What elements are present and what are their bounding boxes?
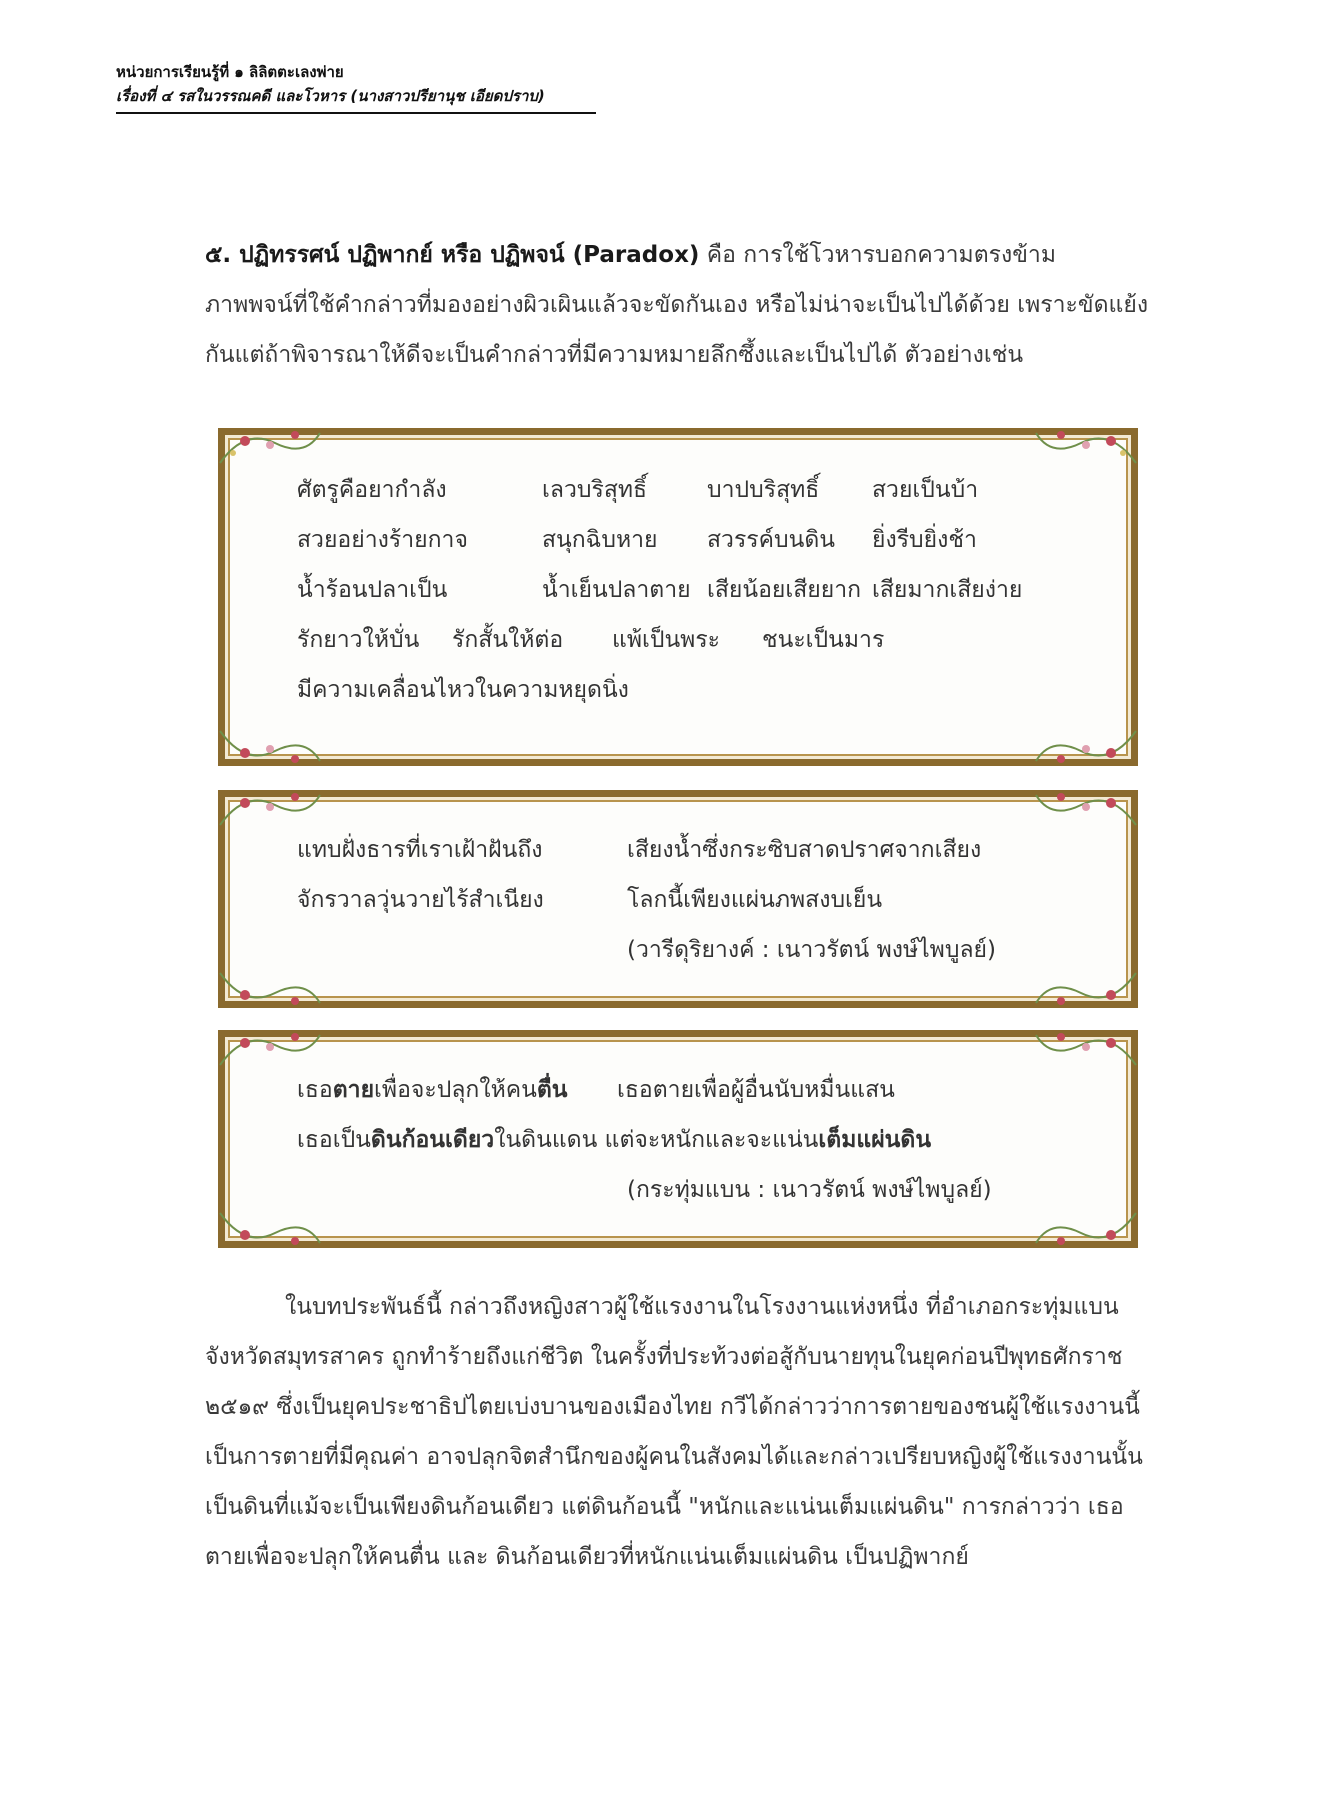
page-header [116,60,596,114]
example-phrase: เลวบริสุทธิ์ [542,477,648,503]
floral-ornament-icon [215,721,325,771]
poem-verse [297,1115,931,1165]
example-phrase: มีความเคลื่อนไหวในความหยุดนิ่ง [297,677,629,703]
poem-verse: เธอตายเพื่อผู้อื่นนับหมื่นแสน [617,1077,895,1103]
poem-line [297,825,996,875]
example-phrase: รักสั้นให้ต่อ [452,627,564,653]
emphasis-text: ตาย [332,1077,375,1103]
floral-ornament-icon [1031,963,1141,1013]
example-phrase: สวยเป็นบ้า [872,477,979,503]
poem-verse: เสียงน้ำซึ่งกระซิบสาดปราศจากเสียง [627,837,982,863]
header-rule [116,112,596,114]
example-phrase: สนุกฉิบหาย [542,527,658,553]
example-phrase: สวยอย่างร้ายกาจ [297,527,468,553]
poem-verse: โลกนี้เพียงแผ่นภพสงบเย็น [627,887,883,913]
example-phrase: น้ำเย็นปลาตาย [542,577,691,603]
example-row [297,515,1112,565]
poem-credit: (วารีดุริยางค์ : เนาวรัตน์ พงษ์ไพบูลย์) [627,937,996,963]
analysis-paragraph: ในบทประพันธ์นี้ กล่าวถึงหญิงสาวผู้ใช้แรงงานในโรงงานแห่งหนึ่ง ที่อำเภอกระทุ่มแบน จังหวัดสมุทรสาคร ถูกทำร้ายถึงแก่ชีวิต ในครั้งที่ประท้วงต่อสู้กับนายทุนในยุคก่อนปีพุทธศักราช ๒๕๑๙ ซึ่งเป็นยุคประชาธิปไตยเบ่งบานของเมืองไทย กวีได้กล่าวว่าการตายของชนผู้ใช้แรงงานนี้เป็นการตายที่มีคุณค่า อาจปลุกจิตสำนึกของผู้คนในสังคมได้และกล่าวเปรียบหญิงผู้ใช้แรงงานนั้นเป็นดินที่แม้จะเป็นเพียงดินก้อนเดียว แต่ดินก้อนนี้ "หนักและแน่นเต็มแผ่นดิน" การกล่าวว่า เธอตายเพื่อจะปลุกให้คนตื่น และ ดินก้อนเดียวที่หนักแน่นเต็มแผ่นดิน เป็นปฏิพากย์ [205,1294,1143,1570]
poem-frame-2 [218,1030,1138,1248]
poem-lines [297,825,996,975]
example-phrase: ชนะเป็นมาร [762,627,885,653]
floral-ornament-icon [1031,721,1141,771]
poem-credit: (กระทุ่มแบน : เนาวรัตน์ พงษ์ไพบูลย์) [627,1177,992,1203]
poem-frame-1 [218,790,1138,1008]
poem-verse [297,1065,617,1115]
section-heading: ๕. ปฏิทรรศน์ ปฏิพากย์ หรือ ปฏิพจน์ (Paradox) [205,242,700,268]
poem-verse: จักรวาลวุ่นวายไร้สำเนียง [297,887,544,913]
example-phrase: ยิ่งรีบยิ่งช้า [872,527,977,553]
example-row [297,465,1112,515]
poem-line [297,875,996,925]
emphasis-text: ดินก้อนเดียว [370,1127,495,1153]
examples-list [297,465,1112,715]
poem-line [297,1065,992,1115]
floral-ornament-icon [1031,785,1141,835]
verse-text: เพื่อจะปลุกให้คน [374,1077,537,1103]
emphasis-text: เต็มแผ่นดิน [818,1127,932,1153]
poem-line [297,1115,992,1165]
example-row [297,565,1112,615]
examples-frame [218,428,1138,766]
example-phrase: น้ำร้อนปลาเป็น [297,577,448,603]
poem-lines [297,1065,992,1215]
poem-verse: แทบฝั่งธารที่เราเฝ้าฝันถึง [297,837,543,863]
example-phrase: เสียมากเสียง่าย [872,577,1023,603]
floral-ornament-icon [1031,1203,1141,1253]
example-phrase: เสียน้อยเสียยาก [707,577,862,603]
example-phrase: รักยาวให้บั่น [297,627,420,653]
intro-text: คือ การใช้โวหารบอกความตรงข้าม ภาพพจน์ที่ใช้คำกล่าวที่มองอย่างผิวเผินแล้วจะขัดกันเอง หรือไม่น่าจะเป็นไปได้ด้วย เพราะขัดแย้งกันแต่ถ้าพิจารณาให้ดีจะเป็นคำกล่าวที่มีความหมายลึกซึ้งและเป็นไปได้ ตัวอย่างเช่น [205,242,1149,368]
example-phrase: แพ้เป็นพระ [612,627,721,653]
example-phrase: บาปบริสุทธิ์ [707,477,820,503]
intro-paragraph [205,230,1150,380]
example-phrase: ศัตรูคือยากำลัง [297,477,447,503]
lesson-title: เรื่องที่ ๔ รสในวรรณคดี และโวหาร (นางสาวปรียานุช เอียดปราบ) [116,87,545,105]
example-phrase: สวรรค์บนดิน [707,527,836,553]
verse-text: เธอ [297,1077,333,1103]
example-row [297,615,1112,665]
verse-text: ในดินแดน แต่จะหนักและจะแน่น [494,1127,819,1153]
verse-text: เธอเป็น [297,1127,371,1153]
floral-ornament-icon [1031,1025,1141,1075]
emphasis-text: ตื่น [536,1077,568,1103]
unit-title: หน่วยการเรียนรู้ที่ ๑ ลิลิตตะเลงพ่าย [116,63,344,81]
example-row [297,665,1112,715]
